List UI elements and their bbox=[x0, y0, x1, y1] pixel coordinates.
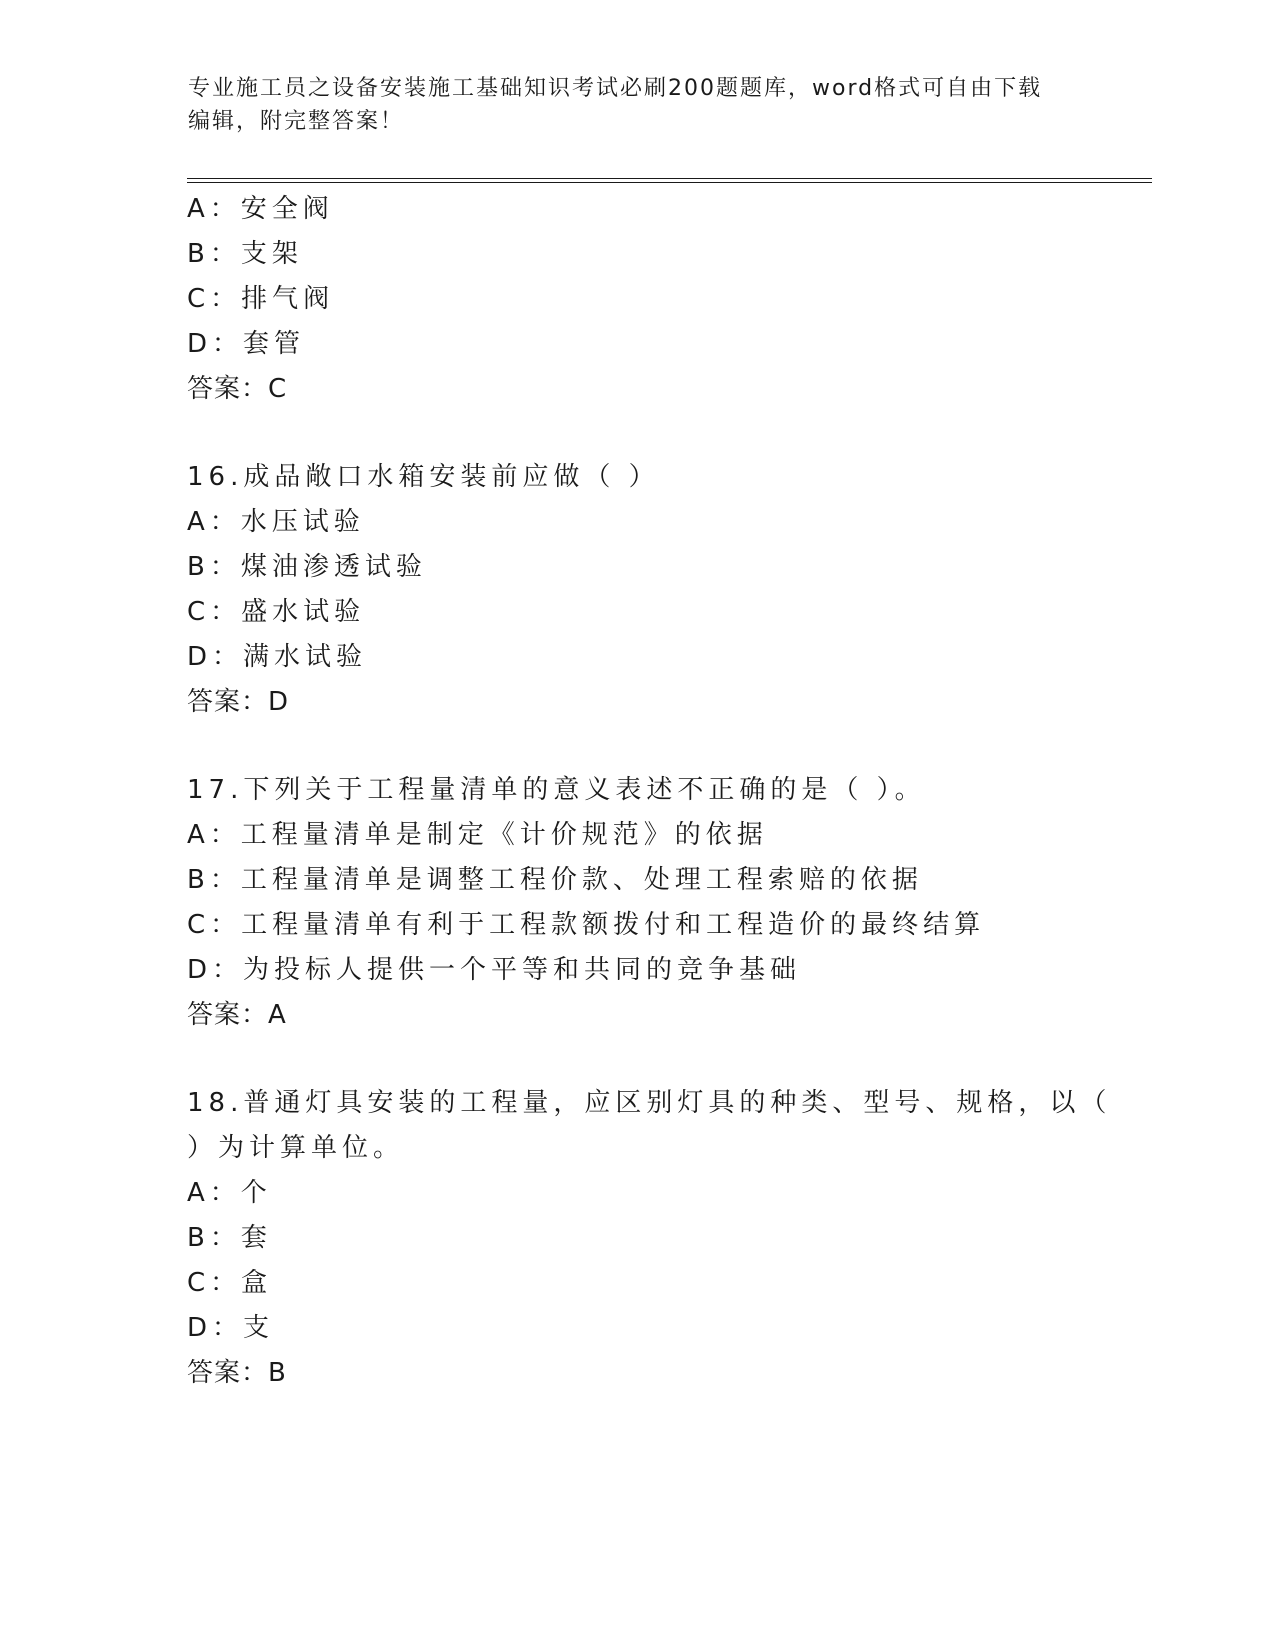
q15-option-b: B：支架 bbox=[187, 239, 303, 269]
header-line-2: 编辑，附完整答案！ bbox=[188, 109, 405, 134]
q18-stem: 18.普通灯具安装的工程量，应区别灯具的种类、型号、规格，以（ bbox=[187, 1088, 1112, 1118]
q15-option-d: D：套管 bbox=[187, 329, 306, 359]
q17-option-a: A：工程量清单是制定《计价规范》的依据 bbox=[187, 820, 768, 850]
q16-option-c: C：盛水试验 bbox=[187, 597, 366, 627]
q17-stem: 17.下列关于工程量清单的意义表述不正确的是（ ）。 bbox=[187, 775, 926, 805]
q15-answer: 答案：C bbox=[187, 374, 288, 404]
q17-option-b: B：工程量清单是调整工程价款、处理工程索赔的依据 bbox=[187, 865, 923, 895]
q17-option-c: C：工程量清单有利于工程款额拨付和工程造价的最终结算 bbox=[187, 910, 986, 940]
q17-answer: 答案：A bbox=[187, 1000, 287, 1030]
header-line-1: 专业施工员之设备安装施工基础知识考试必刷200题题库，word格式可自由下载 bbox=[188, 76, 1043, 101]
q18-option-a: A：个 bbox=[187, 1178, 272, 1208]
q16-option-a: A：水压试验 bbox=[187, 507, 365, 537]
q18-option-c: C：盒 bbox=[187, 1268, 273, 1298]
q15-option-a: A：安全阀 bbox=[187, 194, 334, 224]
header-divider-bottom bbox=[187, 182, 1152, 183]
q18-stem-continued: ）为计算单位。 bbox=[187, 1133, 405, 1163]
q18-answer: 答案：B bbox=[187, 1358, 287, 1388]
q17-option-d: D：为投标人提供一个平等和共同的竞争基础 bbox=[187, 955, 802, 985]
q18-option-d: D：支 bbox=[187, 1313, 275, 1343]
q16-stem: 16.成品敞口水箱安装前应做（ ） bbox=[187, 462, 660, 492]
q16-option-b: B：煤油渗透试验 bbox=[187, 552, 427, 582]
q15-option-c: C：排气阀 bbox=[187, 284, 335, 314]
q18-option-b: B：套 bbox=[187, 1223, 272, 1253]
document-header bbox=[188, 72, 1068, 138]
q16-option-d: D：满水试验 bbox=[187, 642, 368, 672]
header-divider-top bbox=[187, 178, 1152, 179]
q16-answer: 答案：D bbox=[187, 687, 290, 717]
